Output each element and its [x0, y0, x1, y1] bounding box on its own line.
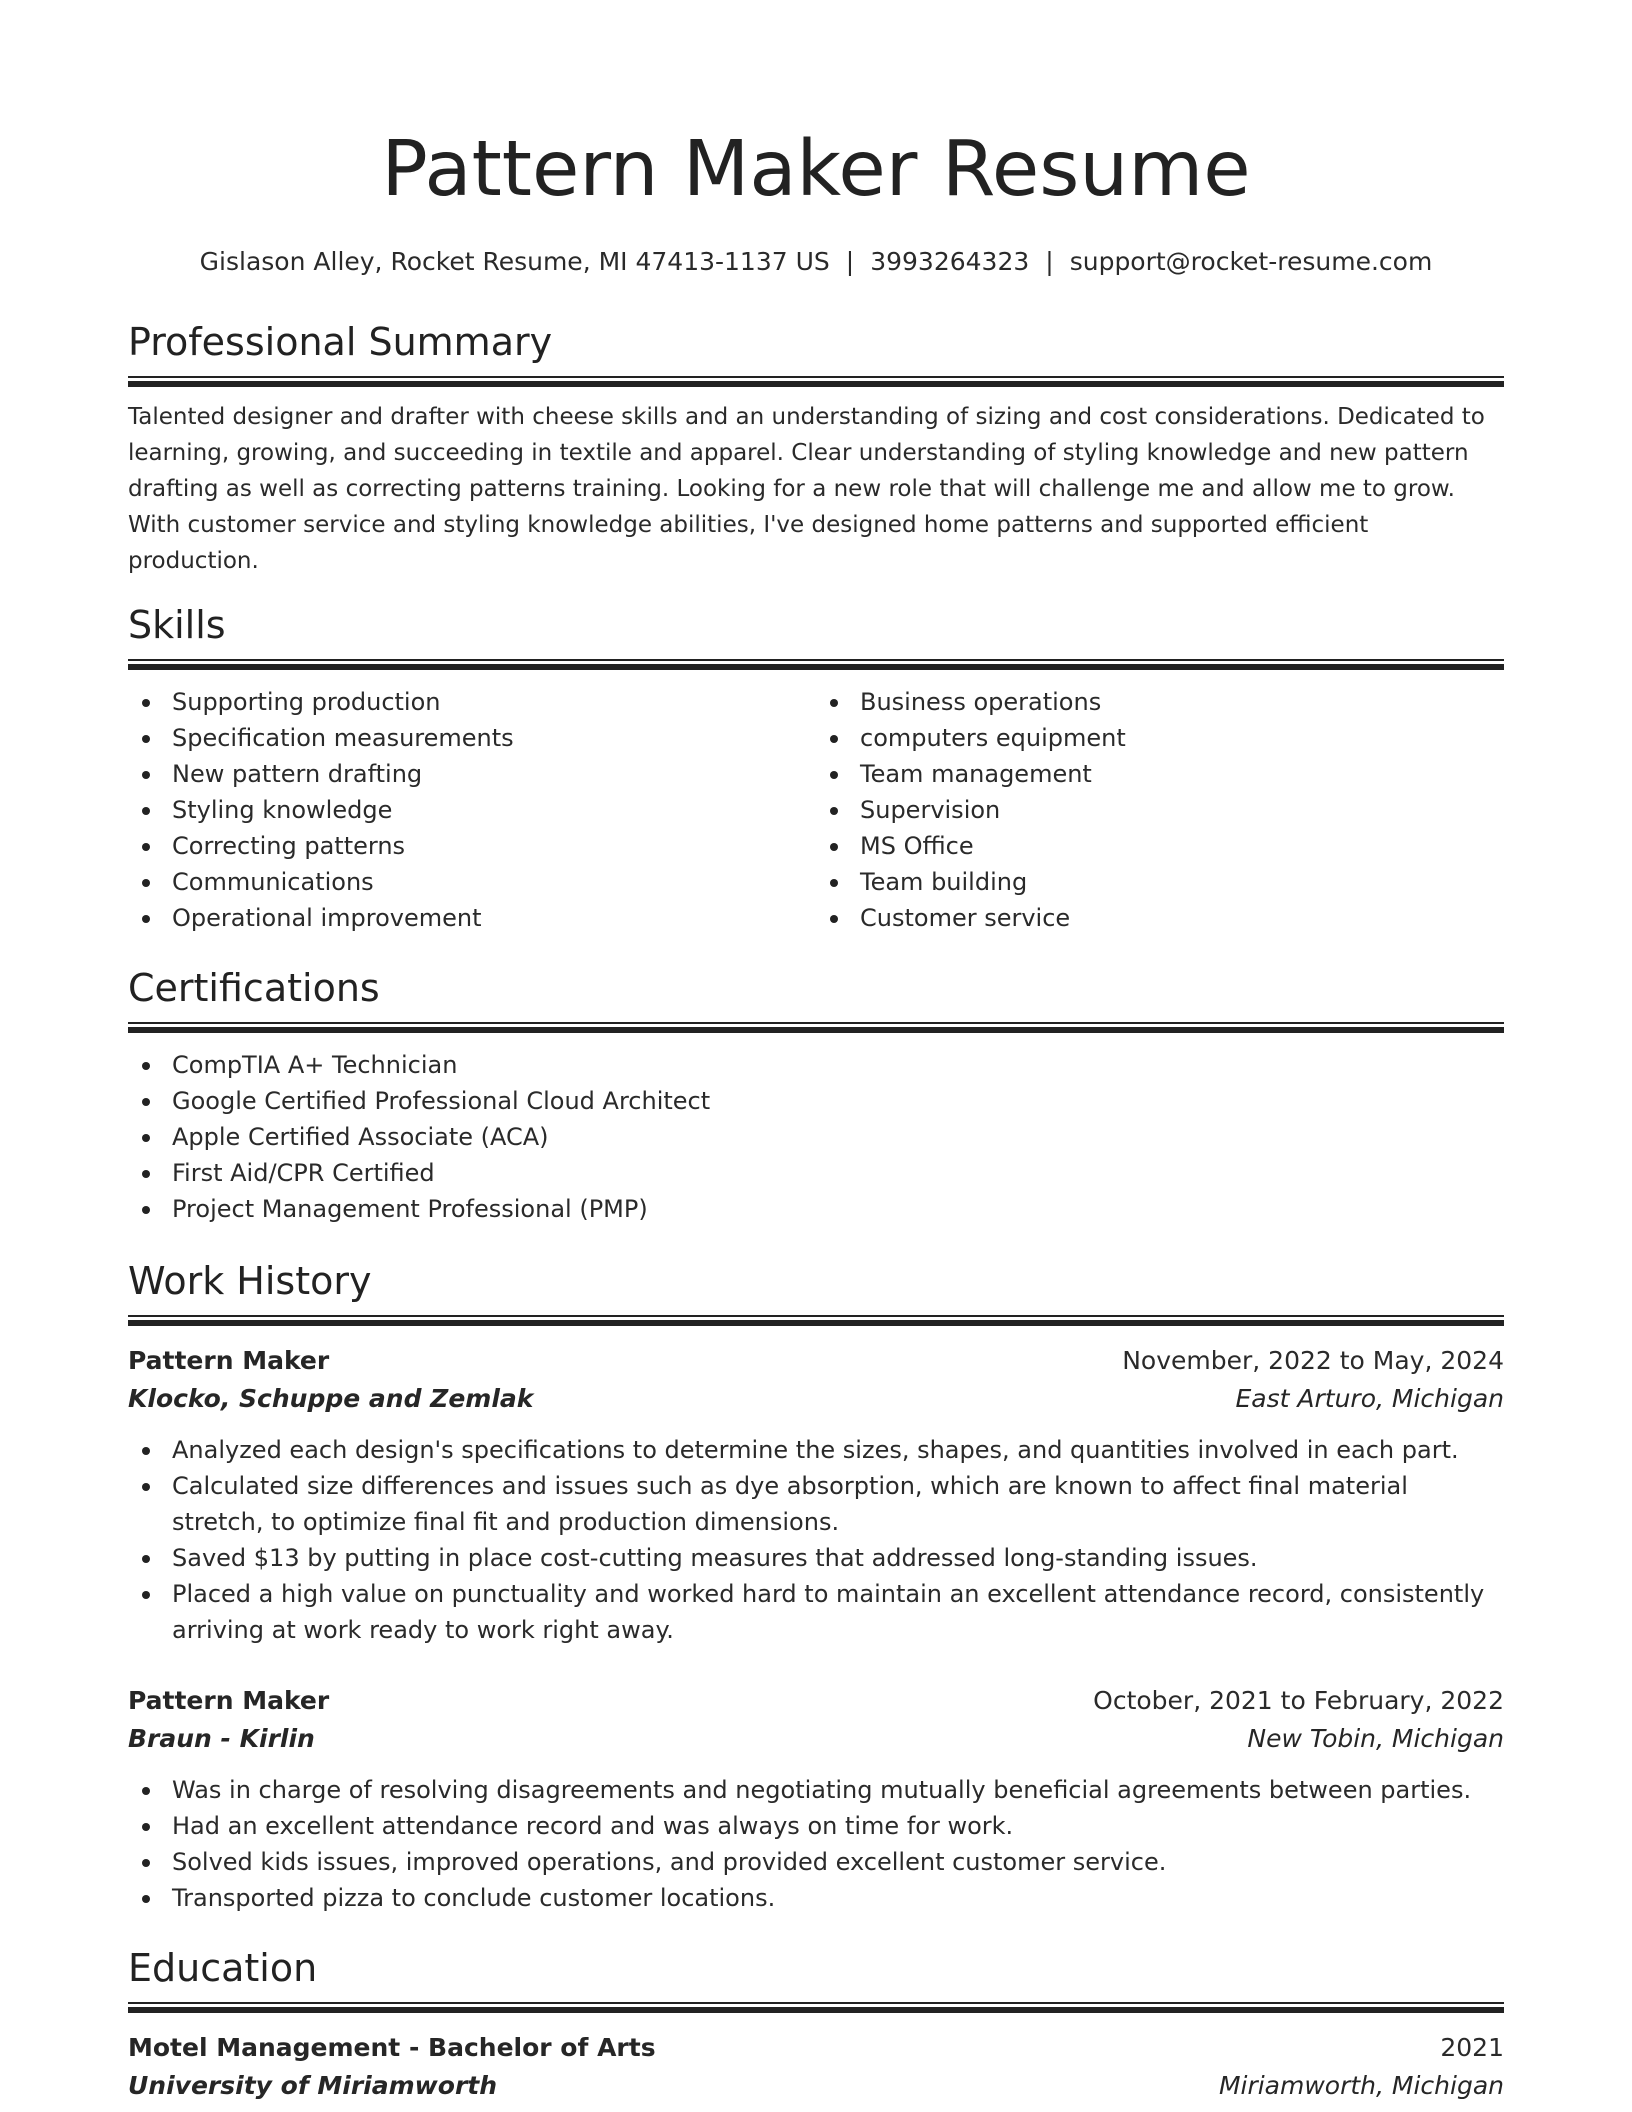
job-location: New Tobin, Michigan — [1247, 1724, 1504, 1753]
job-bullet: Calculated size differences and issues such as dye absorption, which are known to affect final material stretch, to optimize final fit and production dimensions. — [128, 1468, 1504, 1540]
job-bullet: Placed a high value on punctuality and worked hard to maintain an excellent attendance record, consistently arriving at work ready to work right away. — [128, 1576, 1504, 1648]
section-divider — [128, 659, 1504, 670]
skill-item: Correcting patterns — [128, 828, 816, 864]
job-company-row — [128, 1380, 1504, 1418]
summary-section — [128, 318, 1504, 579]
job-header-row — [128, 1682, 1504, 1720]
skill-item: Specification measurements — [128, 720, 816, 756]
contact-line — [128, 244, 1504, 280]
skill-item: Operational improvement — [128, 900, 816, 936]
education-header-row — [128, 2029, 1504, 2067]
section-title-skills: Skills — [128, 603, 226, 647]
skills-grid — [128, 684, 1504, 936]
job-dates: November, 2022 to May, 2024 — [1122, 1346, 1504, 1375]
job-header-row — [128, 1342, 1504, 1380]
job-bullet: Had an excellent attendance record and was always on time for work. — [128, 1808, 1504, 1844]
certification-item: Project Management Professional (PMP) — [128, 1191, 1504, 1227]
skill-item: Team building — [816, 864, 1504, 900]
job-company: Klocko, Schuppe and Zemlak — [128, 1384, 534, 1413]
skill-item: Customer service — [816, 900, 1504, 936]
education-location: Miriamworth, Michigan — [1218, 2071, 1504, 2100]
section-divider — [128, 1022, 1504, 1033]
job-bullet: Analyzed each design's specifications to determine the sizes, shapes, and quantities involved in each part. — [128, 1432, 1504, 1468]
job-company-row — [128, 1720, 1504, 1758]
education-section — [128, 1944, 1504, 2105]
job-location: East Arturo, Michigan — [1235, 1384, 1504, 1413]
job-bullet: Solved kids issues, improved operations, and provided excellent customer service. — [128, 1844, 1504, 1880]
contact-address: Gislason Alley, Rocket Resume, MI 47413-1137 US — [199, 247, 830, 276]
job-dates: October, 2021 to February, 2022 — [1093, 1686, 1504, 1715]
education-year: 2021 — [1440, 2033, 1504, 2062]
skill-item: Styling knowledge — [128, 792, 816, 828]
contact-phone: 3993264323 — [870, 247, 1030, 276]
resume-title: Pattern Maker Resume — [381, 125, 1251, 214]
section-divider — [128, 2002, 1504, 2013]
skill-item: computers equipment — [816, 720, 1504, 756]
certification-item: First Aid/CPR Certified — [128, 1155, 1504, 1191]
contact-separator: | — [845, 247, 855, 276]
skill-item: Communications — [128, 864, 816, 900]
skill-item: Business operations — [816, 684, 1504, 720]
skills-column-left — [128, 684, 816, 936]
skill-item: Team management — [816, 756, 1504, 792]
skill-item: Supervision — [816, 792, 1504, 828]
job-bullet: Transported pizza to conclude customer locations. — [128, 1880, 1504, 1916]
section-divider — [128, 376, 1504, 387]
summary-text: Talented designer and drafter with cheese skills and an understanding of sizing and cost considerations. Dedicated to learning, growing, and succeeding in textile and apparel. Clear understanding of styling knowledge and new pattern drafting as well as correcting patterns training. Looking for a new role that will challenge me and allow me to grow. With customer service and styling knowledge abilities, I've designed home patterns and supported efficient production. — [128, 404, 1485, 574]
job-title: Pattern Maker — [128, 1346, 330, 1375]
skill-item: MS Office — [816, 828, 1504, 864]
skill-item: New pattern drafting — [128, 756, 816, 792]
education-entry — [128, 2029, 1504, 2105]
section-title-summary: Professional Summary — [128, 320, 553, 364]
job-bullet: Was in charge of resolving disagreements and negotiating mutually beneficial agreements between parties. — [128, 1772, 1504, 1808]
education-school: University of Miriamworth — [128, 2071, 498, 2100]
contact-separator: | — [1045, 247, 1054, 276]
certification-item: Apple Certified Associate (ACA) — [128, 1119, 1504, 1155]
job-entry — [128, 1682, 1504, 1916]
skill-item: Supporting production — [128, 684, 816, 720]
skills-column-right — [816, 684, 1504, 936]
job-title: Pattern Maker — [128, 1686, 330, 1715]
certification-item: CompTIA A+ Technician — [128, 1047, 1504, 1083]
contact-email: support@rocket-resume.com — [1069, 247, 1433, 276]
job-company: Braun - Kirlin — [128, 1724, 315, 1753]
section-title-work: Work History — [128, 1259, 372, 1303]
job-bullet: Saved $13 by putting in place cost-cutting measures that addressed long-standing issues. — [128, 1540, 1504, 1576]
education-school-row — [128, 2067, 1504, 2105]
certifications-section — [128, 964, 1504, 1227]
skills-section — [128, 601, 1504, 936]
job-entry — [128, 1342, 1504, 1648]
work-history-section — [128, 1257, 1504, 1916]
certification-item: Google Certified Professional Cloud Architect — [128, 1083, 1504, 1119]
section-title-certifications: Certifications — [128, 966, 380, 1010]
education-degree: Motel Management - Bachelor of Arts — [128, 2033, 656, 2062]
section-divider — [128, 1315, 1504, 1326]
section-title-education: Education — [128, 1946, 318, 1990]
